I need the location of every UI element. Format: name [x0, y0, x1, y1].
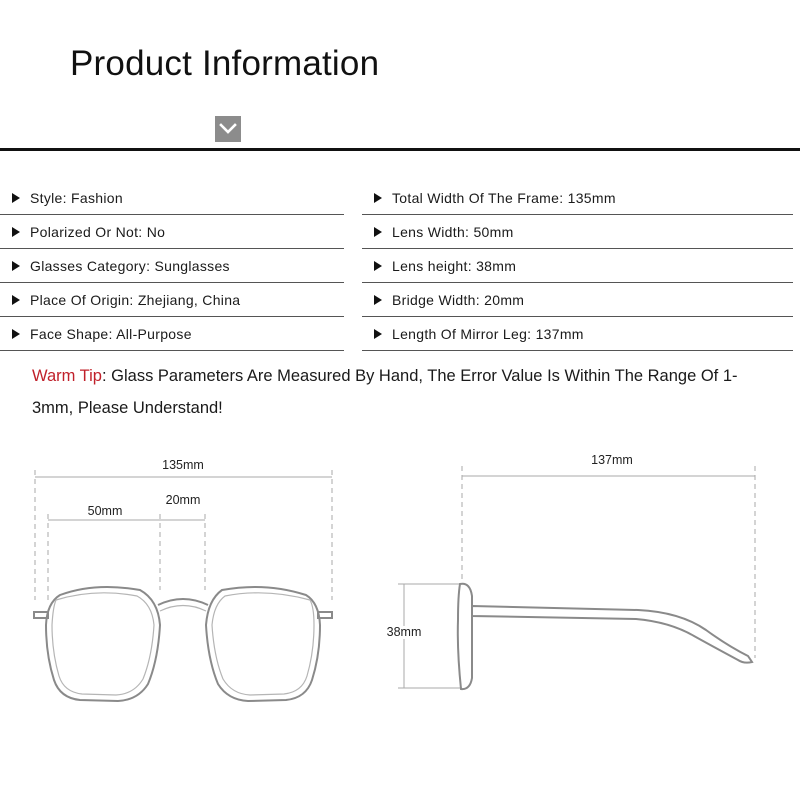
warm-tip-text: : Glass Parameters Are Measured By Hand, The Error Value Is Within The Range Of 1-3mm, Please Understand!	[32, 367, 738, 417]
side-dimension-lines	[398, 466, 755, 688]
warm-tip	[32, 360, 752, 424]
glasses-dimension-diagram	[0, 430, 800, 800]
front-dimension-lines	[35, 470, 332, 600]
lens-width-label: 50mm	[87, 504, 123, 518]
spec-text: Lens Width: 50mm	[392, 223, 514, 240]
header-divider	[0, 148, 800, 151]
bullet-triangle-icon	[12, 329, 20, 339]
bullet-triangle-icon	[374, 193, 382, 203]
bullet-triangle-icon	[374, 227, 382, 237]
spec-row-face-shape	[0, 317, 344, 351]
spec-row-category	[0, 249, 344, 283]
leg-length-label: 137mm	[591, 453, 633, 467]
page-title: Product Information	[70, 44, 380, 83]
spec-row-style	[0, 181, 344, 215]
glasses-side-view	[458, 584, 752, 689]
spec-text: Face Shape: All-Purpose	[30, 325, 192, 342]
bridge-width-label: 20mm	[165, 493, 201, 507]
spec-row-total-width	[362, 181, 793, 215]
glasses-front-view	[34, 587, 332, 701]
spec-text: Length Of Mirror Leg: 137mm	[392, 325, 584, 342]
spec-text: Bridge Width: 20mm	[392, 291, 525, 308]
spec-row-lens-width	[362, 215, 793, 249]
total-width-label: 135mm	[162, 458, 204, 472]
spec-text: Style: Fashion	[30, 189, 123, 206]
lens-height-label: 38mm	[386, 625, 422, 639]
spec-text: Glasses Category: Sunglasses	[30, 257, 230, 274]
spec-text: Place Of Origin: Zhejiang, China	[30, 291, 241, 308]
spec-row-polarized	[0, 215, 344, 249]
chevron-down-icon[interactable]	[215, 116, 241, 142]
bullet-triangle-icon	[12, 193, 20, 203]
spec-row-bridge-width	[362, 283, 793, 317]
spec-row-leg-length	[362, 317, 793, 351]
bullet-triangle-icon	[12, 261, 20, 271]
spec-row-lens-height	[362, 249, 793, 283]
spec-text: Lens height: 38mm	[392, 257, 517, 274]
bullet-triangle-icon	[374, 295, 382, 305]
spec-text: Total Width Of The Frame: 135mm	[392, 189, 616, 206]
spec-text: Polarized Or Not: No	[30, 223, 166, 240]
bullet-triangle-icon	[12, 295, 20, 305]
bullet-triangle-icon	[374, 329, 382, 339]
bullet-triangle-icon	[12, 227, 20, 237]
spec-row-origin	[0, 283, 344, 317]
bullet-triangle-icon	[374, 261, 382, 271]
warm-tip-label: Warm Tip	[32, 367, 102, 385]
